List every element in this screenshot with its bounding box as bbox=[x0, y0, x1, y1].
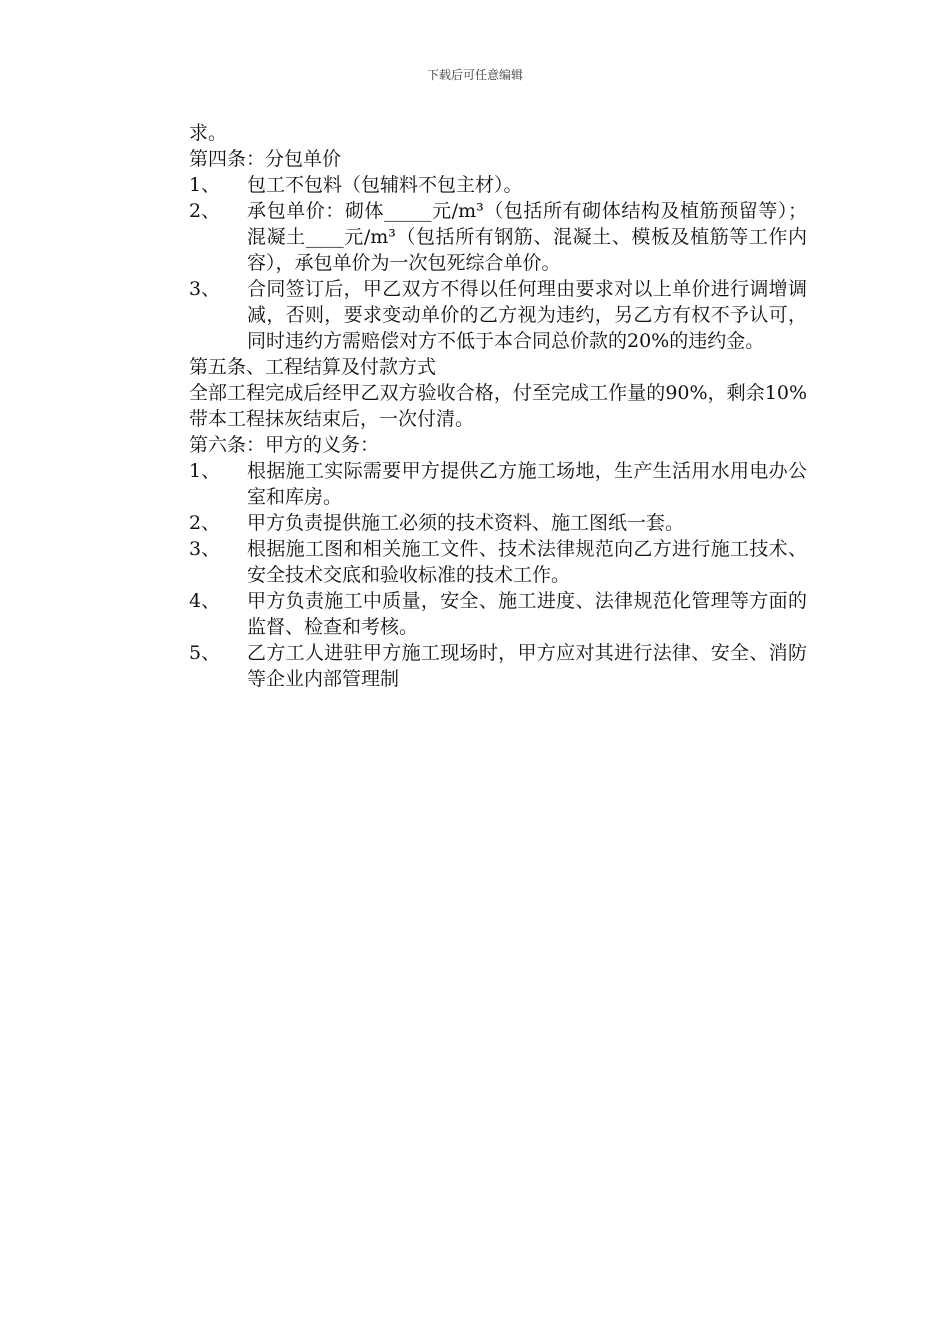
article-6-item-1 bbox=[189, 458, 807, 510]
item-number: 3、 bbox=[189, 538, 221, 560]
article-6-heading: 第六条：甲方的义务： bbox=[189, 434, 380, 456]
item-number: 2、 bbox=[189, 512, 221, 534]
article-4-item-2 bbox=[189, 198, 807, 276]
article-4-item-3 bbox=[189, 276, 807, 354]
item-text: 承包单价：砌体_____元/m³（包括所有砌体结构及植筋预留等）；混凝土____元/m³（包括所有钢筋、混凝土、模板及植筋等工作内容），承包单价为一次包死综合单价。 bbox=[247, 200, 807, 274]
article-4-item-1 bbox=[189, 172, 807, 198]
item-text: 根据施工实际需要甲方提供乙方施工场地，生产生活用水用电办公室和库房。 bbox=[247, 460, 807, 508]
item-text: 合同签订后，甲乙双方不得以任何理由要求对以上单价进行调增调减，否则，要求变动单价的乙方视为违约，另乙方有权不予认可，同时违约方需赔偿对方不低于本合同总价款的20%的违约金。 bbox=[247, 278, 807, 352]
page-header-note: 下载后可任意编辑 bbox=[426, 68, 523, 82]
article-6-item-4 bbox=[189, 588, 807, 640]
item-number: 5、 bbox=[189, 642, 221, 664]
document-body bbox=[189, 120, 807, 692]
item-text: 甲方负责施工中质量，安全、施工进度、法律规范化管理等方面的监督、检查和考核。 bbox=[247, 590, 807, 638]
item-text: 甲方负责提供施工必须的技术资料、施工图纸一套。 bbox=[247, 512, 685, 534]
article-4-heading: 第四条：分包单价 bbox=[189, 148, 342, 170]
item-number: 4、 bbox=[189, 590, 221, 612]
item-number: 1、 bbox=[189, 174, 221, 196]
article-6-item-2 bbox=[189, 510, 807, 536]
item-text: 包工不包料（包辅料不包主材）。 bbox=[247, 174, 523, 196]
article-6-item-5 bbox=[189, 640, 807, 692]
item-number: 1、 bbox=[189, 460, 221, 482]
item-number: 2、 bbox=[189, 200, 221, 222]
article-5-heading: 第五条、工程结算及付款方式 bbox=[189, 356, 437, 378]
item-number: 3、 bbox=[189, 278, 221, 300]
item-text: 乙方工人进驻甲方施工现场时，甲方应对其进行法律、安全、消防等企业内部管理制 bbox=[247, 642, 807, 690]
continuation-text: 求。 bbox=[189, 122, 228, 144]
article-6-item-3 bbox=[189, 536, 807, 588]
article-5-body: 全部工程完成后经甲乙双方验收合格，付至完成工作量的90%，剩余10%带本工程抹灰结束后，一次付清。 bbox=[189, 382, 807, 430]
item-text: 根据施工图和相关施工文件、技术法律规范向乙方进行施工技术、安全技术交底和验收标准的技术工作。 bbox=[247, 538, 807, 586]
